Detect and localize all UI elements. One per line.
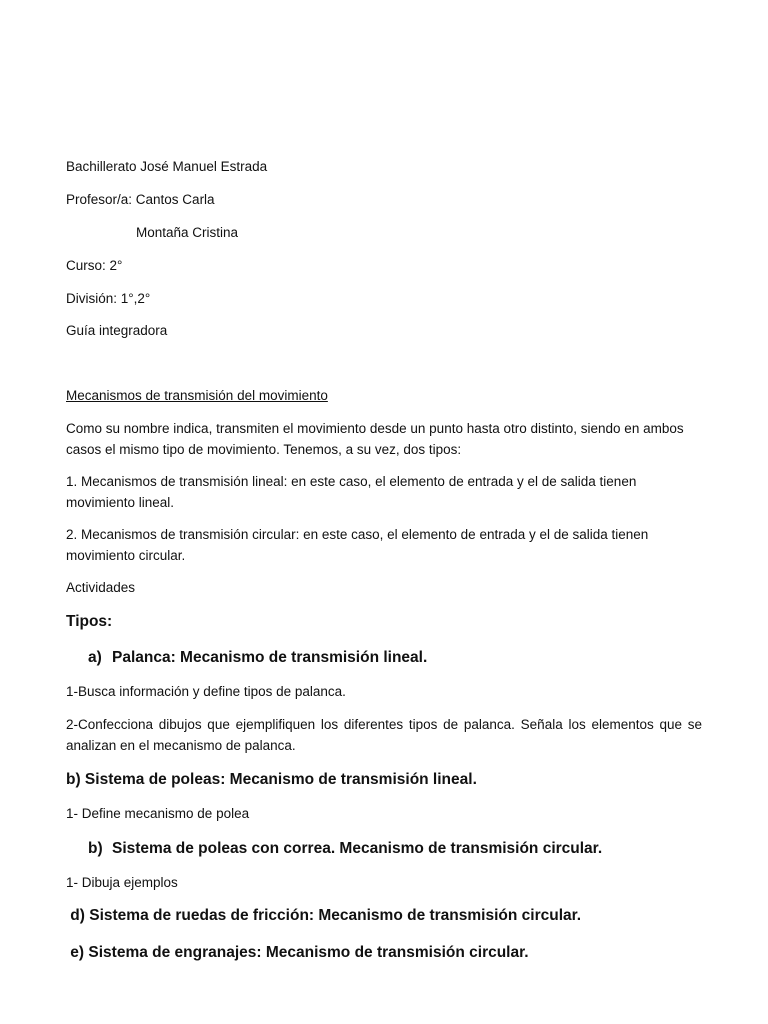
tipos-heading: Tipos:: [66, 613, 113, 630]
heading-b: b) Sistema de poleas: Mecanismo de transmisión lineal.: [66, 771, 477, 788]
teacher-second-line: Montaña Cristina: [136, 225, 239, 240]
heading-c-marker: b): [88, 840, 103, 857]
intro-paragraph: Como su nombre indica, transmiten el movimiento desde un punto hasta otro distinto, siendo en ambos casos el mismo tipo de movimiento. Tenemos, a su vez, dos tipos:: [66, 421, 684, 457]
school-name: Bachillerato José Manuel Estrada: [66, 159, 268, 174]
heading-e: e) Sistema de engranajes: Mecanismo de transmisión circular.: [66, 944, 529, 961]
division-line: División: 1°,2°: [66, 291, 151, 306]
question-a2: 2-Confecciona dibujos que ejemplifiquen los diferentes tipos de palanca. Señala los elementos que se analizan en el mecanismo de palanca.: [66, 717, 702, 753]
item2-paragraph: 2. Mecanismos de transmisión circular: en este caso, el elemento de entrada y el de salida tienen movimiento circular.: [66, 527, 649, 563]
heading-c-text: Sistema de poleas con correa. Mecanismo de transmisión circular.: [112, 840, 603, 857]
heading-a-text: Palanca: Mecanismo de transmisión lineal.: [112, 649, 428, 666]
question-c1: 1- Dibuja ejemplos: [66, 875, 178, 890]
question-b1: 1- Define mecanismo de polea: [66, 806, 250, 821]
course-line: Curso: 2°: [66, 258, 123, 273]
question-a1: 1-Busca información y define tipos de palanca.: [66, 684, 346, 699]
item1-paragraph: 1. Mecanismos de transmisión lineal: en este caso, el elemento de entrada y el de salida tienen movimiento lineal.: [66, 474, 637, 510]
guide-line: Guía integradora: [66, 323, 168, 338]
heading-a-marker: a): [88, 649, 102, 666]
teacher-line: Profesor/a: Cantos Carla: [66, 192, 215, 207]
section-title: Mecanismos de transmisión del movimiento: [66, 388, 328, 403]
heading-d: d) Sistema de ruedas de fricción: Mecanismo de transmisión circular.: [66, 907, 582, 924]
heading-c: [88, 838, 602, 860]
activities-label: Actividades: [66, 580, 136, 595]
heading-a: [88, 647, 427, 669]
